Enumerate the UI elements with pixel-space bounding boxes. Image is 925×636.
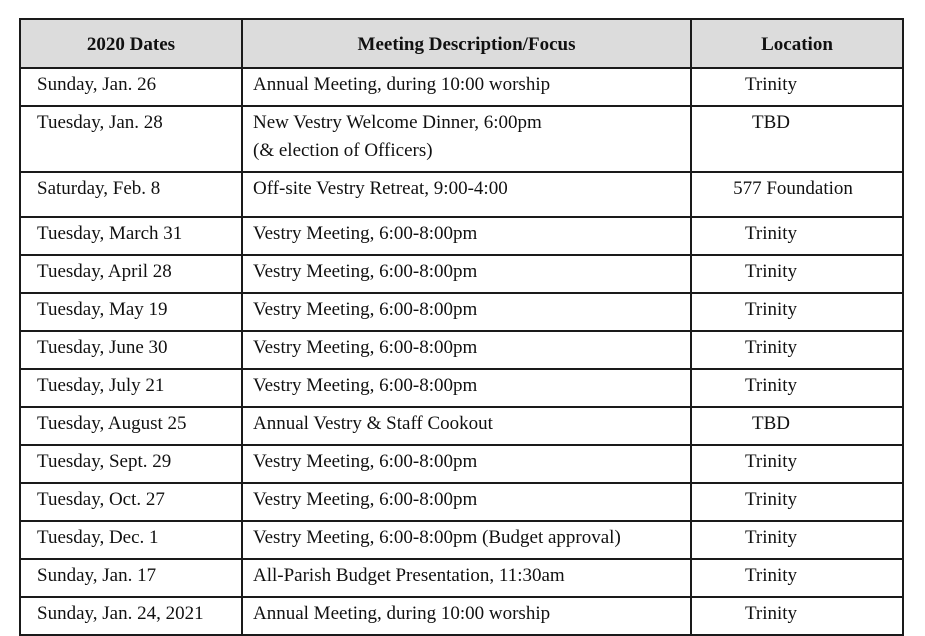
location-cell: Trinity	[691, 483, 903, 521]
header-location: Location	[691, 19, 903, 68]
description-cell: All-Parish Budget Presentation, 11:30am	[242, 559, 691, 597]
date-cell: Tuesday, Dec. 1	[20, 521, 242, 559]
date-cell: Tuesday, June 30	[20, 331, 242, 369]
description-cell: Vestry Meeting, 6:00-8:00pm	[242, 255, 691, 293]
date-cell: Sunday, Jan. 26	[20, 68, 242, 106]
table-row	[20, 445, 903, 483]
date-cell: Tuesday, March 31	[20, 217, 242, 255]
table-row	[20, 331, 903, 369]
table-row	[20, 172, 903, 217]
date-cell: Tuesday, Oct. 27	[20, 483, 242, 521]
table-row	[20, 597, 903, 635]
description-cell: Vestry Meeting, 6:00-8:00pm	[242, 217, 691, 255]
location-cell: Trinity	[691, 521, 903, 559]
location-cell: 577 Foundation	[691, 172, 903, 217]
location-cell: Trinity	[691, 369, 903, 407]
description-line-1: New Vestry Welcome Dinner, 6:00pm	[253, 112, 542, 133]
table-row	[20, 217, 903, 255]
table-row	[20, 407, 903, 445]
date-cell: Tuesday, April 28	[20, 255, 242, 293]
description-cell: Vestry Meeting, 6:00-8:00pm	[242, 445, 691, 483]
table-body	[20, 68, 903, 635]
description-cell: Annual Vestry & Staff Cookout	[242, 407, 691, 445]
date-cell: Sunday, Jan. 17	[20, 559, 242, 597]
description-cell: Vestry Meeting, 6:00-8:00pm	[242, 369, 691, 407]
location-cell: Trinity	[691, 445, 903, 483]
table-row	[20, 559, 903, 597]
description-cell: Vestry Meeting, 6:00-8:00pm	[242, 293, 691, 331]
date-cell: Tuesday, May 19	[20, 293, 242, 331]
date-cell: Tuesday, July 21	[20, 369, 242, 407]
location-cell: TBD	[691, 106, 903, 172]
location-cell: Trinity	[691, 331, 903, 369]
date-cell: Tuesday, Sept. 29	[20, 445, 242, 483]
location-cell: Trinity	[691, 559, 903, 597]
table-row	[20, 521, 903, 559]
table-row	[20, 369, 903, 407]
description-cell: Vestry Meeting, 6:00-8:00pm	[242, 483, 691, 521]
table-row	[20, 68, 903, 106]
date-cell: Tuesday, Jan. 28	[20, 106, 242, 172]
location-cell: Trinity	[691, 293, 903, 331]
location-cell: TBD	[691, 407, 903, 445]
description-cell: Annual Meeting, during 10:00 worship	[242, 597, 691, 635]
location-cell: Trinity	[691, 597, 903, 635]
table-row	[20, 293, 903, 331]
meeting-schedule-table	[19, 18, 904, 636]
table-row	[20, 483, 903, 521]
date-cell: Tuesday, August 25	[20, 407, 242, 445]
date-cell: Saturday, Feb. 8	[20, 172, 242, 217]
header-dates: 2020 Dates	[20, 19, 242, 68]
description-cell: Annual Meeting, during 10:00 worship	[242, 68, 691, 106]
table-row	[20, 255, 903, 293]
date-cell: Sunday, Jan. 24, 2021	[20, 597, 242, 635]
header-row	[20, 19, 903, 68]
description-cell: Vestry Meeting, 6:00-8:00pm	[242, 331, 691, 369]
description-cell: Vestry Meeting, 6:00-8:00pm (Budget approval)	[242, 521, 691, 559]
header-description: Meeting Description/Focus	[242, 19, 691, 68]
table-row	[20, 106, 903, 172]
location-cell: Trinity	[691, 255, 903, 293]
location-cell: Trinity	[691, 217, 903, 255]
description-cell: Off-site Vestry Retreat, 9:00-4:00	[242, 172, 691, 217]
table-header	[20, 19, 903, 68]
description-cell	[242, 106, 691, 172]
description-line-2: (& election of Officers)	[253, 140, 433, 161]
location-cell: Trinity	[691, 68, 903, 106]
